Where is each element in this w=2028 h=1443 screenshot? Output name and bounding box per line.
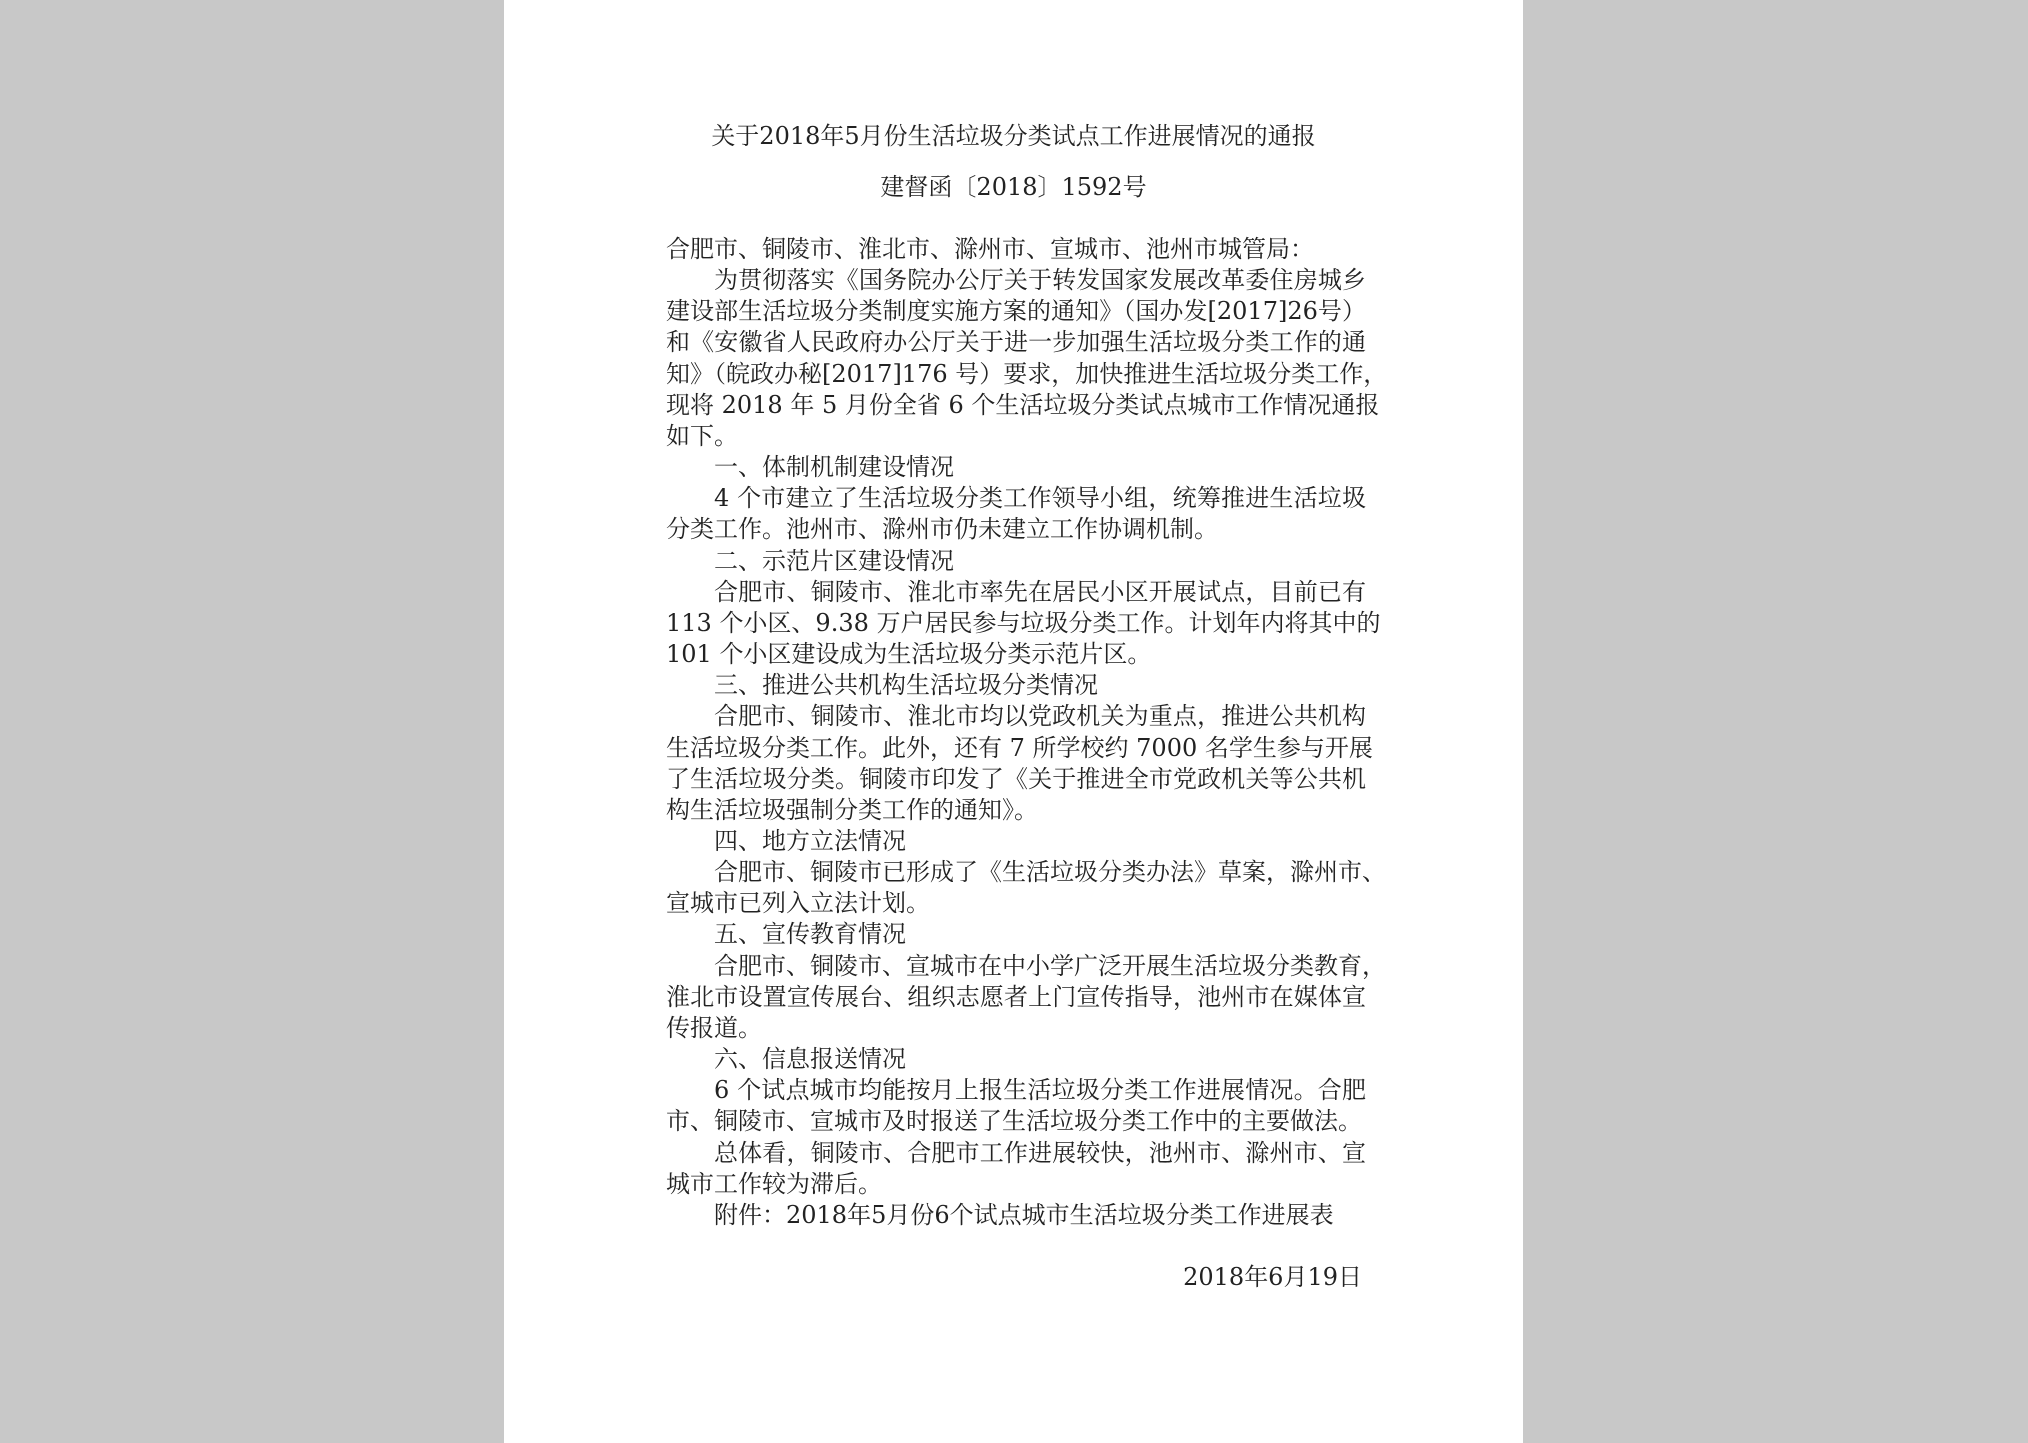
paragraph-line: 建设部生活垃圾分类制度实施方案的通知》（国办发[2017]26号） bbox=[666, 297, 1366, 326]
paragraph-line: 传报道。 bbox=[666, 1013, 762, 1042]
paragraph-line: 合肥市、铜陵市、淮北市率先在居民小区开展试点，目前已有 bbox=[714, 577, 1366, 606]
paragraph-line: 淮北市设置宣传展台、组织志愿者上门宣传指导，池州市在媒体宣 bbox=[666, 982, 1366, 1011]
paragraph-line: 和《安徽省人民政府办公厅关于进一步加强生活垃圾分类工作的通 bbox=[666, 328, 1366, 357]
paragraph-line: 分类工作。池州市、滁州市仍未建立工作协调机制。 bbox=[666, 515, 1218, 544]
paragraph-line: 113 个小区、9.38 万户居民参与垃圾分类工作。计划年内将其中的 bbox=[666, 608, 1381, 637]
intro-paragraph bbox=[666, 265, 1388, 452]
paragraph-line: 构生活垃圾强制分类工作的通知》。 bbox=[666, 795, 1038, 824]
section-heading: 四、地方立法情况 bbox=[714, 826, 906, 855]
section-heading: 一、体制机制建设情况 bbox=[714, 453, 954, 482]
paragraph-line: 如下。 bbox=[666, 421, 738, 450]
document-title: 关于2018年5月份生活垃圾分类试点工作进展情况的通报 bbox=[711, 122, 1316, 150]
document-date: 2018年6月19日 bbox=[1183, 1263, 1362, 1292]
document-page bbox=[504, 0, 1523, 1443]
paragraph-line: 宣城市已列入立法计划。 bbox=[666, 889, 930, 918]
section-3 bbox=[666, 670, 1373, 826]
section-4 bbox=[666, 826, 1386, 919]
section-heading: 二、示范片区建设情况 bbox=[714, 546, 954, 575]
signature-block bbox=[666, 1262, 1366, 1293]
paragraph-line: 市、铜陵市、宣城市及时报送了生活垃圾分类工作中的主要做法。 bbox=[666, 1107, 1362, 1136]
paragraph-line: 合肥市、铜陵市、淮北市均以党政机关为重点，推进公共机构 bbox=[714, 702, 1366, 731]
paragraph-line: 城市工作较为滞后。 bbox=[666, 1169, 882, 1198]
paragraph-line: 为贯彻落实《国务院办公厅关于转发国家发展改革委住房城乡 bbox=[714, 266, 1366, 295]
document-body bbox=[666, 234, 1388, 1293]
section-6 bbox=[666, 1044, 1366, 1137]
addressee-line: 合肥市、铜陵市、淮北市、滁州市、宣城市、池州市城管局： bbox=[666, 235, 1314, 263]
section-heading: 六、信息报送情况 bbox=[714, 1045, 906, 1074]
attachment-line: 附件：2018年5月份6个试点城市生活垃圾分类工作进展表 bbox=[714, 1200, 1334, 1229]
document-number: 建督函〔2018〕1592号 bbox=[880, 173, 1147, 201]
paragraph-line: 现将 2018 年 5 月份全省 6 个生活垃圾分类试点城市工作情况通报 bbox=[666, 390, 1380, 419]
paragraph-line: 4 个市建立了生活垃圾分类工作领导小组，统筹推进生活垃圾 bbox=[714, 484, 1366, 513]
summary-paragraph bbox=[666, 1138, 1366, 1200]
section-heading: 三、推进公共机构生活垃圾分类情况 bbox=[714, 671, 1098, 700]
section-1 bbox=[666, 452, 1366, 545]
section-2 bbox=[666, 546, 1381, 671]
section-heading: 五、宣传教育情况 bbox=[714, 920, 906, 949]
paragraph-line: 101 个小区建设成为生活垃圾分类示范片区。 bbox=[666, 640, 1152, 669]
paragraph-line: 总体看，铜陵市、合肥市工作进展较快，池州市、滁州市、宣 bbox=[714, 1138, 1366, 1167]
paragraph-line: 合肥市、铜陵市、宣城市在中小学广泛开展生活垃圾分类教育， bbox=[714, 951, 1386, 980]
paragraph-line: 了生活垃圾分类。铜陵市印发了《关于推进全市党政机关等公共机 bbox=[666, 764, 1366, 793]
paragraph-line: 知》（皖政办秘[2017]176 号）要求，加快推进生活垃圾分类工作， bbox=[666, 359, 1388, 388]
addressee bbox=[666, 234, 1366, 265]
section-5 bbox=[666, 919, 1386, 1044]
paragraph-line: 6 个试点城市均能按月上报生活垃圾分类工作进展情况。合肥 bbox=[714, 1076, 1366, 1105]
attachment bbox=[666, 1200, 1366, 1231]
paragraph-line: 合肥市、铜陵市已形成了《生活垃圾分类办法》草案，滁州市、 bbox=[714, 858, 1386, 887]
paragraph-line: 生活垃圾分类工作。此外，还有 7 所学校约 7000 名学生参与开展 bbox=[666, 733, 1373, 762]
